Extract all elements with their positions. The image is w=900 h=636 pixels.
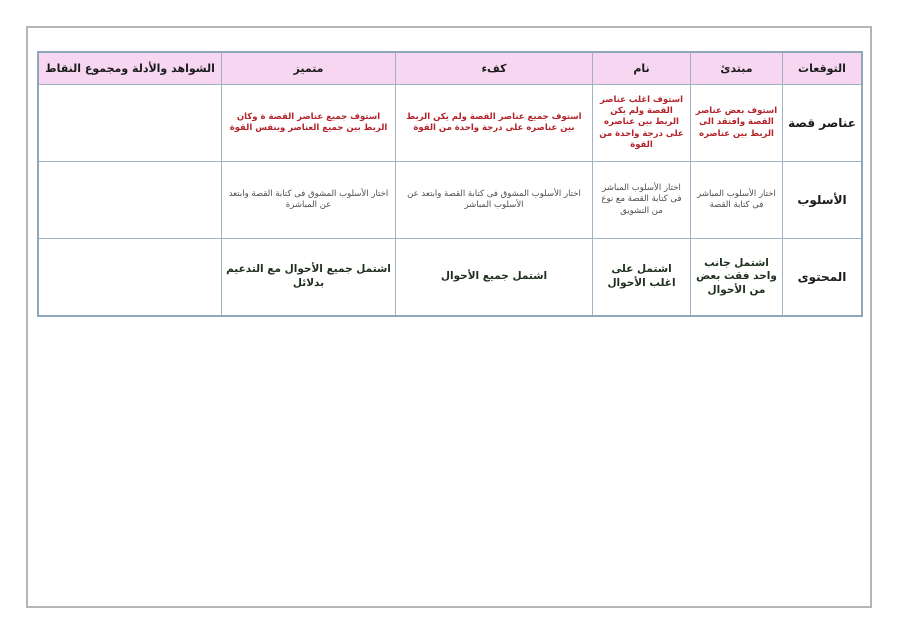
cell-story-competent: استوف جميع عناصر القصة ولم يكن الربط بين عناصره على درجة واحدة من القوة xyxy=(396,85,593,162)
cell-story-beginner: استوف بعض عناصر القصة وافتقد الى الربط بين عناصره xyxy=(691,85,783,162)
table-row xyxy=(39,85,862,162)
cell-content-competent: اشتمل جميع الأحوال xyxy=(396,239,593,316)
cell-content-excellent: اشتمل جميع الأحوال مع التدعيم بدلائل xyxy=(222,239,396,316)
cell-style-evidence[interactable] xyxy=(39,162,222,239)
header-excellent: متميز xyxy=(222,53,396,85)
row-label-style: الأسلوب xyxy=(783,162,862,239)
cell-story-developing: استوف اغلب عناصر القصة ولم يكن الربط بين عناصره على درجة واحدة من القوة xyxy=(593,85,691,162)
header-row xyxy=(39,53,862,85)
cell-story-evidence[interactable] xyxy=(39,85,222,162)
cell-style-competent: اختار الأسلوب المشوق فى كتابة القصة وابتعد عن الأسلوب المباشر xyxy=(396,162,593,239)
header-developing: نام xyxy=(593,53,691,85)
row-label-content: المحتوى xyxy=(783,239,862,316)
cell-content-developing: اشتمل على اغلب الأحوال xyxy=(593,239,691,316)
cell-style-beginner: اختار الأسلوب المباشر فى كتابة القصة xyxy=(691,162,783,239)
header-beginner: مبتدئ xyxy=(691,53,783,85)
table-row xyxy=(39,162,862,239)
cell-style-developing: اختار الأسلوب المباشر فى كتابة القصة مع نوع من التشويق xyxy=(593,162,691,239)
row-label-story-elements: عناصر قصة xyxy=(783,85,862,162)
table-row xyxy=(39,239,862,316)
cell-style-excellent: اختار الأسلوب المشوق فى كتابة القصة وابتعد عن المباشرة xyxy=(222,162,396,239)
rubric-table xyxy=(38,52,862,316)
header-competent: كفء xyxy=(396,53,593,85)
header-evidence-points: الشواهد والأدلة ومجموع النقاط xyxy=(39,53,222,85)
header-expectations: التوقعات xyxy=(783,53,862,85)
cell-story-excellent: استوف جميع عناصر القصة ة وكان الربط بين جميع العناصر وبنفس القوة xyxy=(222,85,396,162)
cell-content-beginner: اشتمل جانب واحد فقت بعض من الأحوال xyxy=(691,239,783,316)
cell-content-evidence[interactable] xyxy=(39,239,222,316)
